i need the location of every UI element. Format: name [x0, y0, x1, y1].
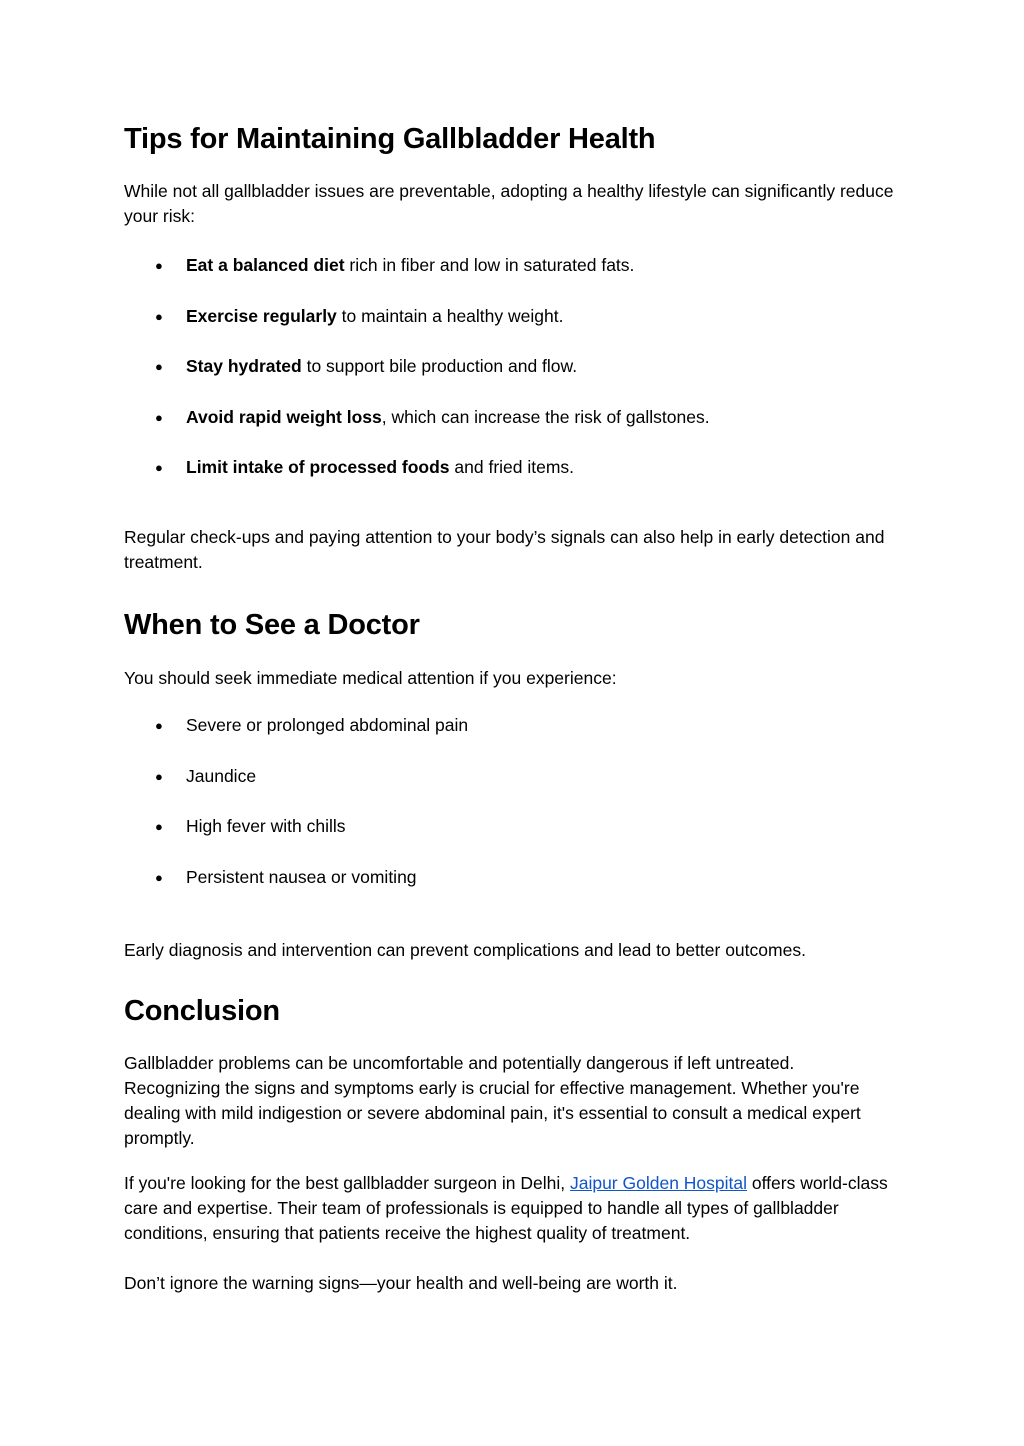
bullet-icon: ● — [155, 359, 163, 374]
symptom-text: Jaundice — [186, 765, 257, 786]
tip-text: , which can increase the risk of gallstones. — [381, 406, 710, 427]
doctor-closing-paragraph: Early diagnosis and intervention can prevent complications and lead to better outcomes. — [124, 940, 806, 960]
bullet-icon: ● — [155, 869, 163, 885]
conclusion-text-after-link: offers world-class care and expertise. Their team of professionals is equipped to handle all types of gallbladder conditions, ensuring that patients receive the highest quality of treatment. — [124, 1173, 888, 1243]
list-item — [124, 865, 894, 890]
bullet-icon: ● — [155, 460, 163, 475]
tip-bold: Eat a balanced diet — [186, 255, 345, 275]
bullet-icon: ● — [155, 258, 163, 273]
bullet-icon: ● — [155, 409, 163, 425]
bullet-icon: ● — [155, 819, 163, 834]
list-item — [124, 354, 894, 379]
conclusion-paragraph-1: Gallbladder problems can be uncomfortable and potentially dangerous if left untreated. Recognizing the signs and symptoms early is crucial for effective management. Whether you're dealing with mild indigestion or severe abdominal pain, it's essential to consult a medical expert promptly. — [124, 1053, 861, 1148]
list-item — [124, 713, 894, 738]
tip-bold: Exercise regularly — [186, 305, 337, 326]
tip-text: to support bile production and flow. — [301, 356, 578, 376]
symptoms-list — [124, 713, 894, 915]
symptom-text: Persistent nausea or vomiting — [186, 866, 417, 887]
tip-bold: Avoid rapid weight loss — [186, 406, 382, 427]
conclusion-text-before-link: If you're looking for the best gallbladder surgeon in Delhi, — [124, 1173, 570, 1193]
list-item — [124, 253, 894, 278]
tip-text: to maintain a healthy weight. — [336, 305, 564, 326]
section-heading-tips: Tips for Maintaining Gallbladder Health — [124, 123, 656, 155]
bullet-icon: ● — [155, 308, 163, 324]
symptom-text: Severe or prolonged abdominal pain — [186, 715, 469, 735]
hospital-link[interactable]: Jaipur Golden Hospital — [569, 1173, 748, 1193]
tips-intro-paragraph: While not all gallbladder issues are preventable, adopting a healthy lifestyle can significantly reduce your risk: — [124, 181, 894, 226]
bullet-icon: ● — [155, 768, 163, 784]
list-item — [124, 455, 894, 480]
doctor-intro-paragraph: You should seek immediate medical attention if you experience: — [124, 668, 617, 688]
tip-text: rich in fiber and low in saturated fats. — [344, 255, 635, 275]
section-heading-conclusion: Conclusion — [124, 995, 280, 1027]
bullet-icon: ● — [155, 718, 163, 733]
list-item — [124, 304, 894, 329]
section-heading-doctor: When to See a Doctor — [124, 609, 420, 641]
list-item — [124, 764, 894, 789]
tip-bold: Limit intake of processed foods — [186, 457, 450, 477]
tips-list — [124, 253, 894, 506]
tip-text: and fried items. — [449, 457, 575, 477]
tip-bold: Stay hydrated — [186, 356, 302, 376]
symptom-text: High fever with chills — [186, 816, 346, 836]
tips-closing-paragraph: Regular check-ups and paying attention to your body’s signals can also help in early detection and treatment. — [124, 527, 885, 572]
list-item — [124, 405, 894, 430]
list-item — [124, 814, 894, 839]
conclusion-paragraph-3: Don’t ignore the warning signs—your health and well-being are worth it. — [124, 1273, 678, 1293]
conclusion-paragraph-2 — [124, 1171, 894, 1246]
